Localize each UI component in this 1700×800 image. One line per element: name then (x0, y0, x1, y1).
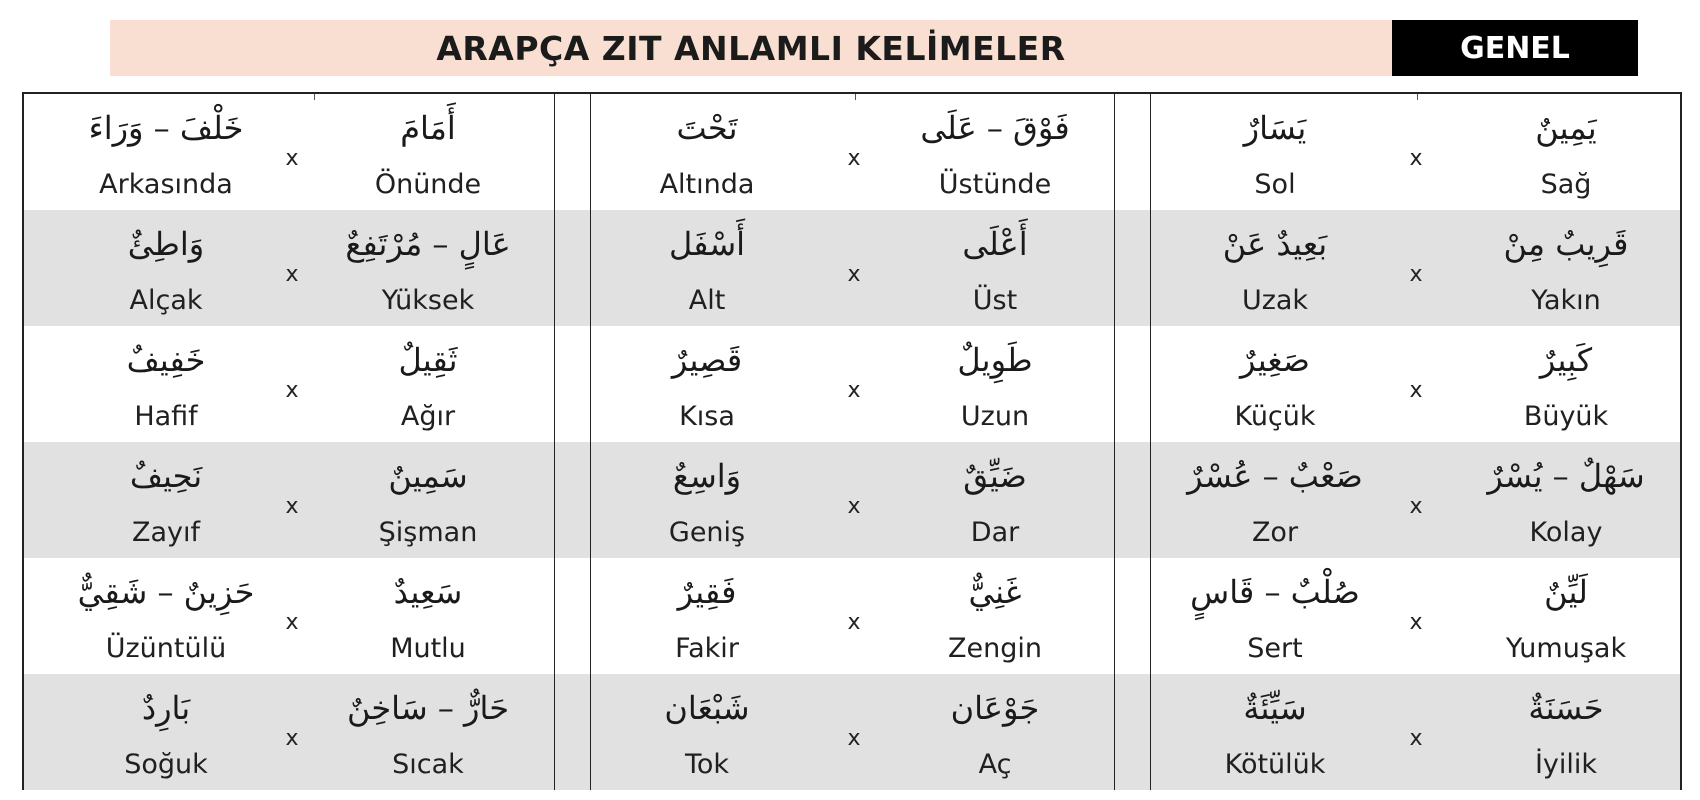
arabic-word: سَهْلٌ – يُسْرٌ (1487, 457, 1645, 495)
arabic-word: سَمِينٌ (388, 457, 468, 495)
column-tick (314, 94, 315, 100)
turkish-meaning: Önünde (374, 169, 482, 200)
word-cell (1436, 326, 1696, 442)
word-cell (36, 558, 296, 674)
arabic-word: قَصِيرٌ (671, 341, 743, 379)
turkish-meaning: Zengin (948, 633, 1042, 664)
column-tick (855, 94, 856, 100)
word-cell (865, 558, 1125, 674)
turkish-meaning: Dar (970, 517, 1020, 548)
versus-mark: x (847, 610, 861, 635)
column-divider (590, 94, 591, 790)
word-cell (298, 94, 558, 210)
arabic-word: خَفِيفٌ (126, 341, 206, 379)
versus-mark: x (847, 262, 861, 287)
word-cell (1145, 326, 1405, 442)
turkish-meaning: Sol (1254, 169, 1296, 200)
turkish-meaning: Geniş (668, 517, 746, 548)
arabic-word: وَاطِئٌ (127, 225, 205, 263)
arabic-word: أَعْلَى (962, 225, 1028, 263)
versus-mark: x (847, 726, 861, 751)
turkish-meaning: Kötülük (1224, 749, 1326, 780)
word-cell (865, 326, 1125, 442)
turkish-meaning: Mutlu (390, 633, 466, 664)
arabic-word: شَبْعَان (664, 689, 750, 727)
versus-mark: x (285, 262, 299, 287)
versus-mark: x (1409, 494, 1423, 519)
word-cell (1436, 674, 1696, 790)
turkish-meaning: Tok (684, 749, 730, 780)
versus-mark: x (1409, 262, 1423, 287)
versus-mark: x (1409, 378, 1423, 403)
turkish-meaning: Sert (1247, 633, 1303, 664)
word-cell (298, 442, 558, 558)
page-title: ARAPÇA ZIT ANLAMLI KELİMELER (110, 20, 1392, 76)
turkish-meaning: Ağır (400, 401, 456, 432)
arabic-word: كَبِيرٌ (1539, 341, 1593, 379)
turkish-meaning: Zayıf (131, 517, 201, 548)
arabic-word: صَغِيرٌ (1240, 341, 1310, 379)
turkish-meaning: Şişman (378, 517, 478, 548)
turkish-meaning: Alt (688, 285, 726, 316)
versus-mark: x (1409, 610, 1423, 635)
arabic-word: تَحْتَ (676, 109, 738, 147)
word-cell (865, 210, 1125, 326)
turkish-meaning: Üstünde (938, 169, 1052, 200)
word-cell (298, 326, 558, 442)
word-cell (865, 674, 1125, 790)
arabic-word: لَيِّنٌ (1544, 573, 1588, 611)
turkish-meaning: Kolay (1529, 517, 1603, 548)
turkish-meaning: Üzüntülü (105, 633, 227, 664)
turkish-meaning: İyilik (1534, 749, 1598, 780)
table-row (24, 674, 1680, 790)
word-cell (1436, 442, 1696, 558)
column-divider (1114, 94, 1115, 790)
turkish-meaning: Yakın (1531, 285, 1601, 316)
turkish-meaning: Üst (972, 285, 1018, 316)
turkish-meaning: Hafif (134, 401, 198, 432)
versus-mark: x (285, 378, 299, 403)
turkish-meaning: Sağ (1540, 169, 1592, 200)
arabic-word: صَعْبٌ – عُسْرٌ (1187, 457, 1363, 495)
arabic-word: وَاسِعٌ (672, 457, 742, 495)
word-cell (1145, 210, 1405, 326)
table-row (24, 558, 1680, 674)
word-cell (865, 94, 1125, 210)
turkish-meaning: Arkasında (99, 169, 233, 200)
versus-mark: x (847, 146, 861, 171)
arabic-word: فَقِيرٌ (677, 573, 737, 611)
turkish-meaning: Büyük (1523, 401, 1609, 432)
turkish-meaning: Altında (659, 169, 755, 200)
arabic-word: ثَقِيلٌ (398, 341, 458, 379)
word-cell (577, 442, 837, 558)
word-cell (298, 674, 558, 790)
arabic-word: يَمِينٌ (1535, 109, 1597, 147)
arabic-word: سَيِّئَةٌ (1243, 689, 1307, 727)
category-tag: GENEL (1392, 20, 1638, 76)
turkish-meaning: Zor (1251, 517, 1299, 548)
turkish-meaning: Kısa (679, 401, 735, 432)
column-divider (1150, 94, 1151, 790)
word-cell (1145, 442, 1405, 558)
word-cell (36, 442, 296, 558)
word-cell (577, 674, 837, 790)
word-cell (1436, 210, 1696, 326)
arabic-word: صُلْبٌ – قَاسٍ (1190, 573, 1360, 611)
arabic-word: فَوْقَ – عَلَى (920, 109, 1070, 147)
turkish-meaning: Yüksek (381, 285, 475, 316)
arabic-word: جَوْعَان (950, 689, 1040, 727)
arabic-word: خَلْفَ – وَرَاءَ (88, 109, 244, 147)
arabic-word: غَنِيٌّ (968, 573, 1022, 611)
word-cell (1436, 94, 1696, 210)
arabic-word: طَوِيلٌ (957, 341, 1033, 379)
arabic-word: أَمَامَ (400, 109, 456, 147)
word-cell (577, 558, 837, 674)
table-row (24, 326, 1680, 442)
versus-mark: x (285, 494, 299, 519)
arabic-word: حَارٌّ – سَاخِنٌ (346, 689, 510, 727)
word-cell (1145, 674, 1405, 790)
arabic-word: عَالٍ – مُرْتَفِعٌ (345, 225, 511, 263)
turkish-meaning: Fakir (675, 633, 739, 664)
turkish-meaning: Küçük (1234, 401, 1316, 432)
word-cell (1145, 94, 1405, 210)
versus-mark: x (285, 146, 299, 171)
turkish-meaning: Uzun (960, 401, 1030, 432)
turkish-meaning: Soğuk (124, 749, 208, 780)
turkish-meaning: Sıcak (392, 749, 464, 780)
arabic-word: أَسْفَل (668, 225, 746, 263)
arabic-word: حَسَنَةٌ (1528, 689, 1604, 727)
antonym-table (22, 92, 1682, 790)
word-cell (1436, 558, 1696, 674)
word-cell (577, 94, 837, 210)
word-cell (298, 210, 558, 326)
word-cell (865, 442, 1125, 558)
table-row (24, 210, 1680, 326)
column-tick (1417, 94, 1418, 100)
table-row (24, 442, 1680, 558)
table-row (24, 94, 1680, 210)
arabic-word: حَزِينٌ – شَقِيٌّ (77, 573, 255, 611)
word-cell (36, 94, 296, 210)
arabic-word: سَعِيدٌ (393, 573, 463, 611)
arabic-word: قَرِيبٌ مِنْ (1503, 225, 1629, 263)
word-cell (1145, 558, 1405, 674)
arabic-word: نَحِيفٌ (129, 457, 203, 495)
arabic-word: يَسَارٌ (1243, 109, 1307, 147)
arabic-word: بَارِدٌ (141, 689, 191, 727)
turkish-meaning: Aç (978, 749, 1012, 780)
arabic-word: ضَيِّقٌ (963, 457, 1027, 495)
turkish-meaning: Uzak (1241, 285, 1309, 316)
column-divider (554, 94, 555, 790)
versus-mark: x (847, 378, 861, 403)
versus-mark: x (285, 726, 299, 751)
versus-mark: x (1409, 146, 1423, 171)
turkish-meaning: Yumuşak (1505, 633, 1627, 664)
word-cell (298, 558, 558, 674)
arabic-word: بَعِيدٌ عَنْ (1222, 225, 1328, 263)
word-cell (36, 210, 296, 326)
word-cell (36, 326, 296, 442)
turkish-meaning: Alçak (129, 285, 203, 316)
word-cell (577, 326, 837, 442)
versus-mark: x (847, 494, 861, 519)
word-cell (36, 674, 296, 790)
versus-mark: x (1409, 726, 1423, 751)
word-cell (577, 210, 837, 326)
versus-mark: x (285, 610, 299, 635)
